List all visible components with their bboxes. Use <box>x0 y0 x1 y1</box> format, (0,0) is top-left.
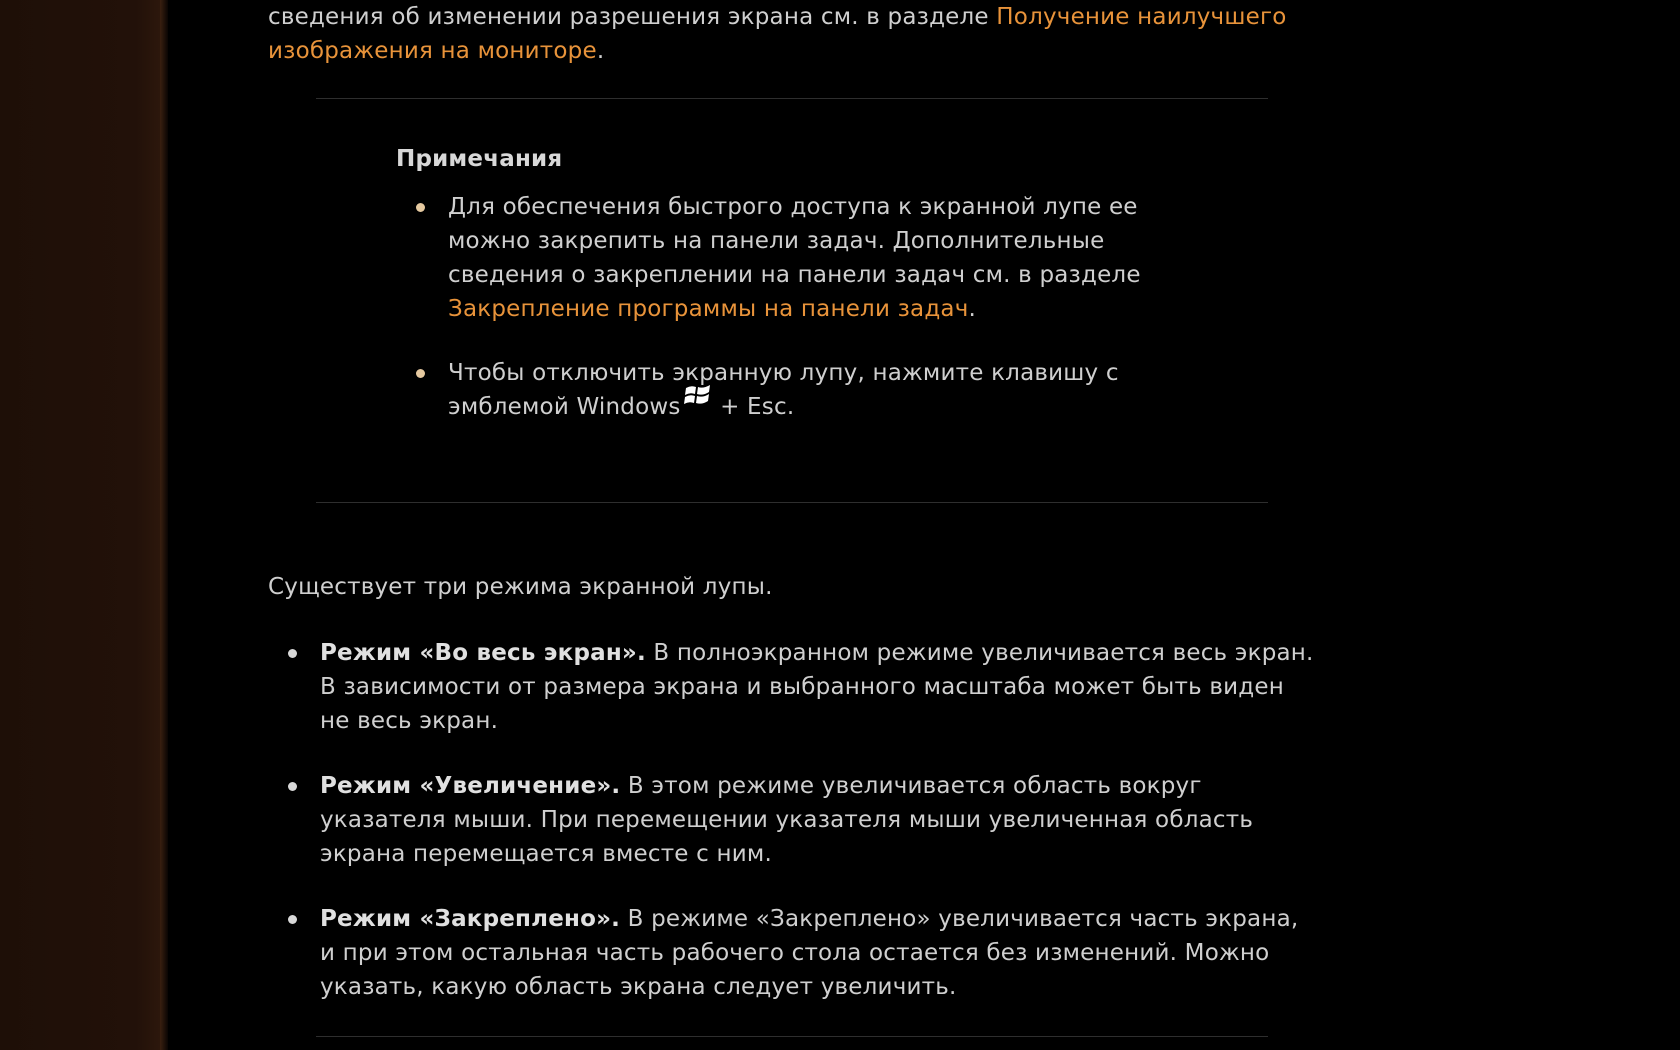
mode-title: Режим «Увеличение». <box>320 773 621 799</box>
note-period: . <box>968 296 977 322</box>
windows-logo-icon <box>683 382 713 420</box>
bullet-icon <box>288 915 297 924</box>
note-text: Для обеспечения быстрого доступа к экранной лупе ее можно закрепить на панели задач. Дополнительные сведения о закреплении на панели задач см. в разделе <box>448 194 1141 288</box>
pin-taskbar-link[interactable]: Закрепление программы на панели задач <box>448 296 969 322</box>
mode-description: В полноэкранном режиме увеличивается весь экран. В зависимости от размера экрана и выбранного масштаба может быть виден не весь экран. <box>320 640 1314 734</box>
modes-list <box>268 636 1318 1035</box>
notes-bottom-divider <box>316 502 1268 503</box>
notes-title: Примечания <box>396 146 563 172</box>
bottom-divider <box>316 1036 1268 1037</box>
modes-intro: Существует три режима экранной лупы. <box>268 574 773 600</box>
intro-period: . <box>596 38 605 64</box>
note-item <box>396 190 1216 326</box>
best-display-link[interactable]: Получение наилучшего изображения на мониторе <box>268 4 1287 64</box>
left-sidebar <box>0 0 160 1050</box>
bullet-icon <box>416 203 425 212</box>
note-text: Чтобы отключить экранную лупу, нажмите клавишу с эмблемой Windows <box>448 360 1119 420</box>
list-item <box>268 902 1318 1004</box>
bullet-icon <box>288 649 297 658</box>
mode-title: Режим «Закреплено». <box>320 906 621 932</box>
notes-list <box>396 190 1216 458</box>
notes-top-divider <box>316 98 1268 99</box>
bullet-icon <box>288 782 297 791</box>
list-item <box>268 636 1318 738</box>
note-shortcut-text: + Esc. <box>712 394 795 420</box>
bullet-icon <box>416 369 425 378</box>
list-item <box>268 769 1318 871</box>
note-item <box>396 356 1216 428</box>
mode-title: Режим «Во весь экран». <box>320 640 646 666</box>
intro-paragraph <box>268 0 1288 68</box>
intro-text: сведения об изменении разрешения экрана см. в разделе <box>268 4 997 30</box>
mode-description: В этом режиме увеличивается область вокруг указателя мыши. При перемещении указателя мыши увеличенная область экрана перемещается вместе с ним. <box>320 773 1254 867</box>
sidebar-edge <box>160 0 168 1050</box>
mode-description: В режиме «Закреплено» увеличивается часть экрана, и при этом остальная часть рабочего стола остается без изменений. Можно указать, какую область экрана следует увеличить. <box>320 906 1299 1000</box>
